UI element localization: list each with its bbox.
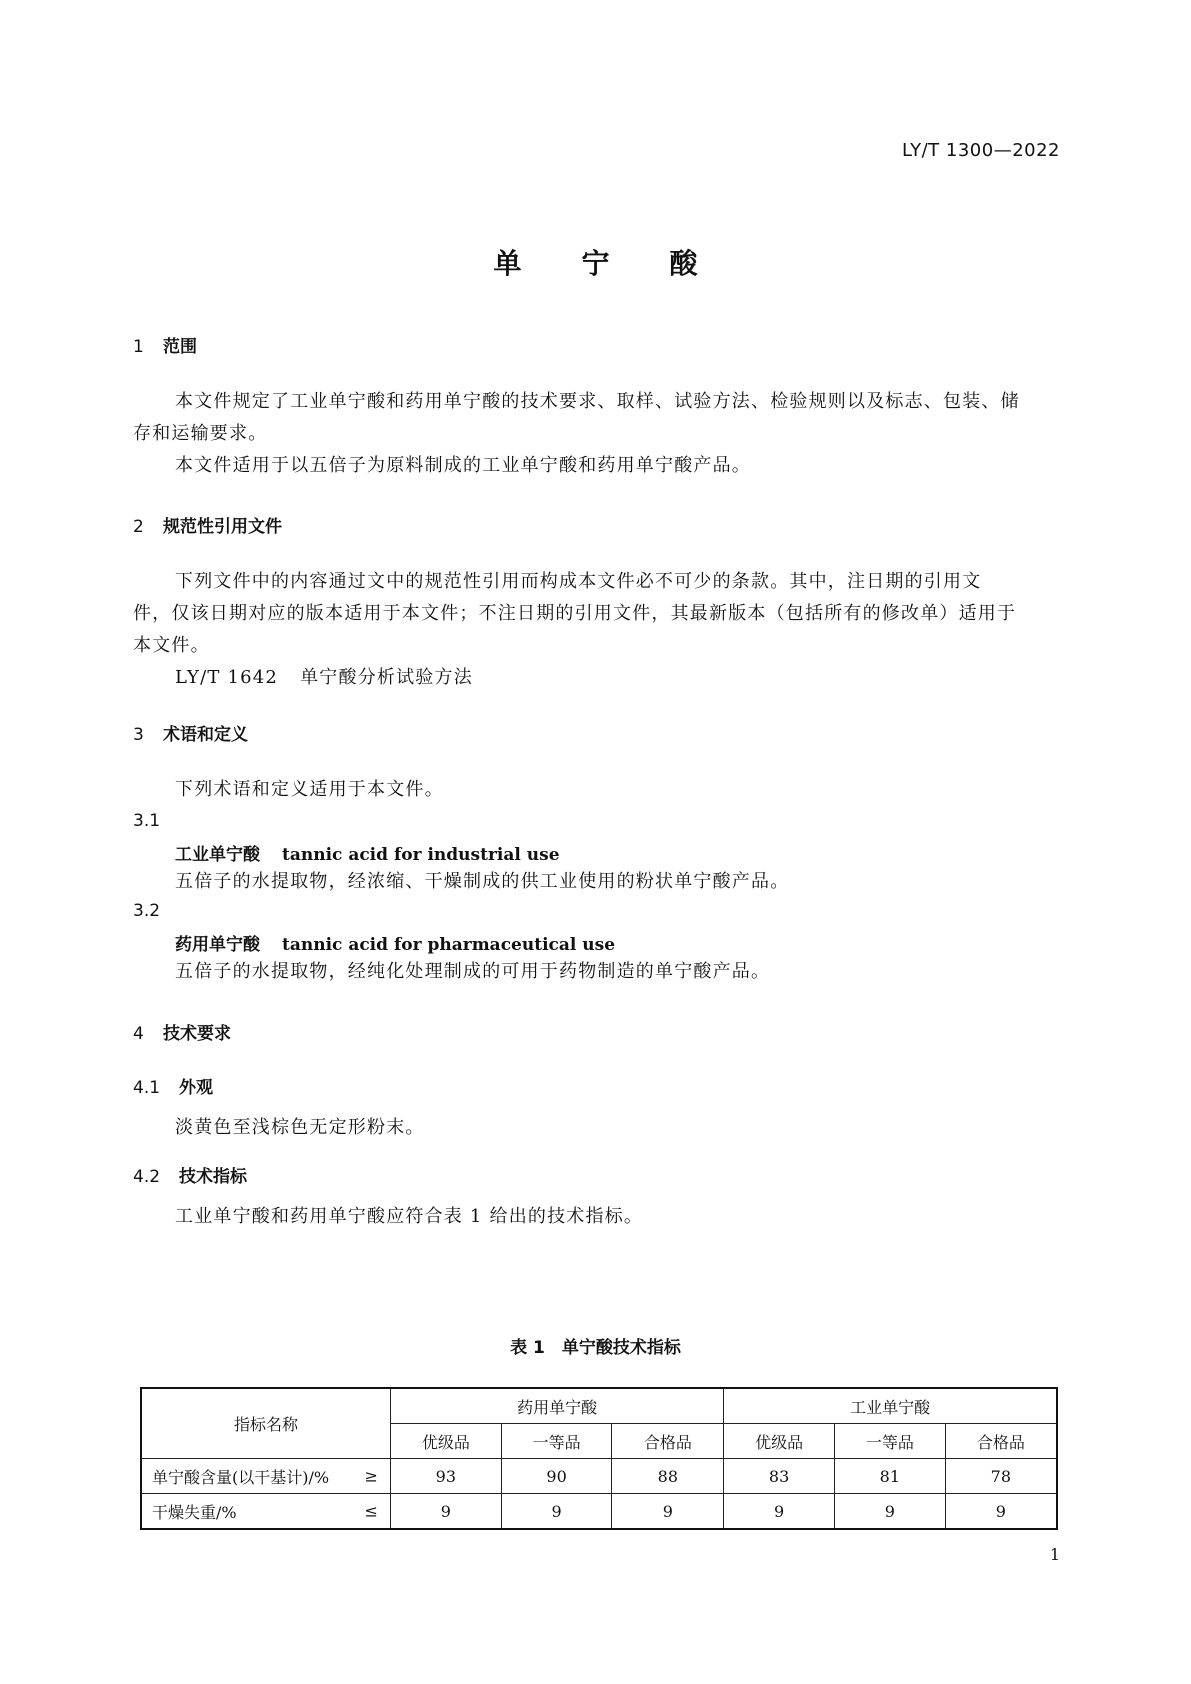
table-cell: 9 bbox=[945, 1494, 1057, 1530]
term-3-2-definition: 五倍子的水提取物，经纯化处理制成的可用于药物制造的单宁酸产品。 bbox=[175, 961, 771, 982]
section-4-1-heading bbox=[133, 1073, 213, 1098]
grade-header: 一等品 bbox=[501, 1424, 612, 1459]
refs-para-line-2: 件，仅该日期对应的版本适用于本文件；不注日期的引用文件，其最新版本（包括所有的修改单）适用于 bbox=[133, 603, 1017, 624]
table-cell: 9 bbox=[612, 1494, 724, 1530]
section-title: 技术要求 bbox=[163, 1024, 231, 1044]
term-zh: 工业单宁酸 bbox=[175, 845, 260, 865]
page-number: 1 bbox=[1049, 1545, 1060, 1564]
operator-symbol: ≤ bbox=[364, 1501, 378, 1521]
grade-header: 优级品 bbox=[724, 1424, 835, 1459]
scope-para-1-line-2: 存和运输要求。 bbox=[133, 423, 268, 444]
table-cell: 9 bbox=[390, 1494, 501, 1530]
section-title: 范围 bbox=[163, 337, 197, 357]
section-4-heading bbox=[133, 1019, 231, 1044]
spec-intro-text: 工业单宁酸和药用单宁酸应符合表 1 给出的技术指标。 bbox=[175, 1206, 644, 1227]
group-header-industrial: 工业单宁酸 bbox=[724, 1388, 1057, 1424]
section-title: 术语和定义 bbox=[163, 725, 248, 745]
table-row bbox=[141, 1459, 1057, 1494]
appearance-text: 淡黄色至浅棕色无定形粉末。 bbox=[175, 1117, 425, 1138]
section-title: 技术指标 bbox=[179, 1167, 247, 1187]
spec-table bbox=[140, 1387, 1058, 1530]
table-caption: 表 1 单宁酸技术指标 bbox=[510, 1338, 681, 1358]
section-2-heading bbox=[133, 512, 282, 537]
doc-number: LY/T 1300—2022 bbox=[901, 140, 1060, 161]
term-zh: 药用单宁酸 bbox=[175, 935, 260, 955]
table-cell: 78 bbox=[945, 1459, 1057, 1494]
row-name: 单宁酸含量(以干基计)/% bbox=[152, 1467, 330, 1487]
section-1-heading bbox=[133, 332, 197, 357]
section-number: 1 bbox=[133, 337, 144, 357]
table-cell: 9 bbox=[501, 1494, 612, 1530]
section-number: 4.1 bbox=[133, 1078, 161, 1098]
grade-header: 合格品 bbox=[945, 1424, 1057, 1459]
section-number: 4.2 bbox=[133, 1167, 161, 1187]
terms-intro: 下列术语和定义适用于本文件。 bbox=[175, 779, 444, 800]
term-en: tannic acid for pharmaceutical use bbox=[282, 935, 616, 955]
reference-code: LY/T 1642 bbox=[175, 667, 279, 688]
table-row bbox=[141, 1494, 1057, 1530]
table-header-row bbox=[141, 1388, 1057, 1424]
normative-reference bbox=[175, 662, 473, 694]
scope-para-2: 本文件适用于以五倍子为原料制成的工业单宁酸和药用单宁酸产品。 bbox=[175, 455, 751, 476]
term-3-1-number: 3.1 bbox=[133, 811, 161, 831]
table-cell: 88 bbox=[612, 1459, 724, 1494]
row-label bbox=[141, 1494, 390, 1530]
table-cell: 93 bbox=[390, 1459, 501, 1494]
term-3-2 bbox=[175, 930, 615, 955]
term-en: tannic acid for industrial use bbox=[282, 845, 560, 865]
table-cell: 81 bbox=[834, 1459, 945, 1494]
row-name: 干燥失重/% bbox=[152, 1502, 237, 1522]
section-number: 2 bbox=[133, 517, 144, 537]
section-title: 外观 bbox=[179, 1078, 213, 1098]
grade-header: 合格品 bbox=[612, 1424, 724, 1459]
col-header-name: 指标名称 bbox=[141, 1388, 390, 1459]
table-cell: 90 bbox=[501, 1459, 612, 1494]
page-title: 单宁酸 bbox=[493, 247, 758, 280]
operator-symbol: ≥ bbox=[364, 1466, 378, 1486]
grade-header: 优级品 bbox=[390, 1424, 501, 1459]
section-number: 4 bbox=[133, 1024, 144, 1044]
grade-header: 一等品 bbox=[834, 1424, 945, 1459]
section-title: 规范性引用文件 bbox=[163, 517, 282, 537]
row-label bbox=[141, 1459, 390, 1494]
term-3-1-definition: 五倍子的水提取物，经浓缩、干燥制成的供工业使用的粉状单宁酸产品。 bbox=[175, 871, 790, 892]
table-cell: 9 bbox=[724, 1494, 835, 1530]
group-header-pharma: 药用单宁酸 bbox=[390, 1388, 723, 1424]
reference-title: 单宁酸分析试验方法 bbox=[300, 667, 473, 688]
table-cell: 83 bbox=[724, 1459, 835, 1494]
refs-para-line-3: 本文件。 bbox=[133, 635, 210, 656]
section-number: 3 bbox=[133, 725, 144, 745]
scope-para-1-line-1: 本文件规定了工业单宁酸和药用单宁酸的技术要求、取样、试验方法、检验规则以及标志、包装、储 bbox=[175, 391, 1020, 412]
table-cell: 9 bbox=[834, 1494, 945, 1530]
refs-para-line-1: 下列文件中的内容通过文中的规范性引用而构成本文件必不可少的条款。其中，注日期的引用文 bbox=[175, 571, 982, 592]
term-3-1 bbox=[175, 840, 560, 865]
section-4-2-heading bbox=[133, 1162, 247, 1187]
term-3-2-number: 3.2 bbox=[133, 901, 161, 921]
section-3-heading bbox=[133, 720, 248, 745]
